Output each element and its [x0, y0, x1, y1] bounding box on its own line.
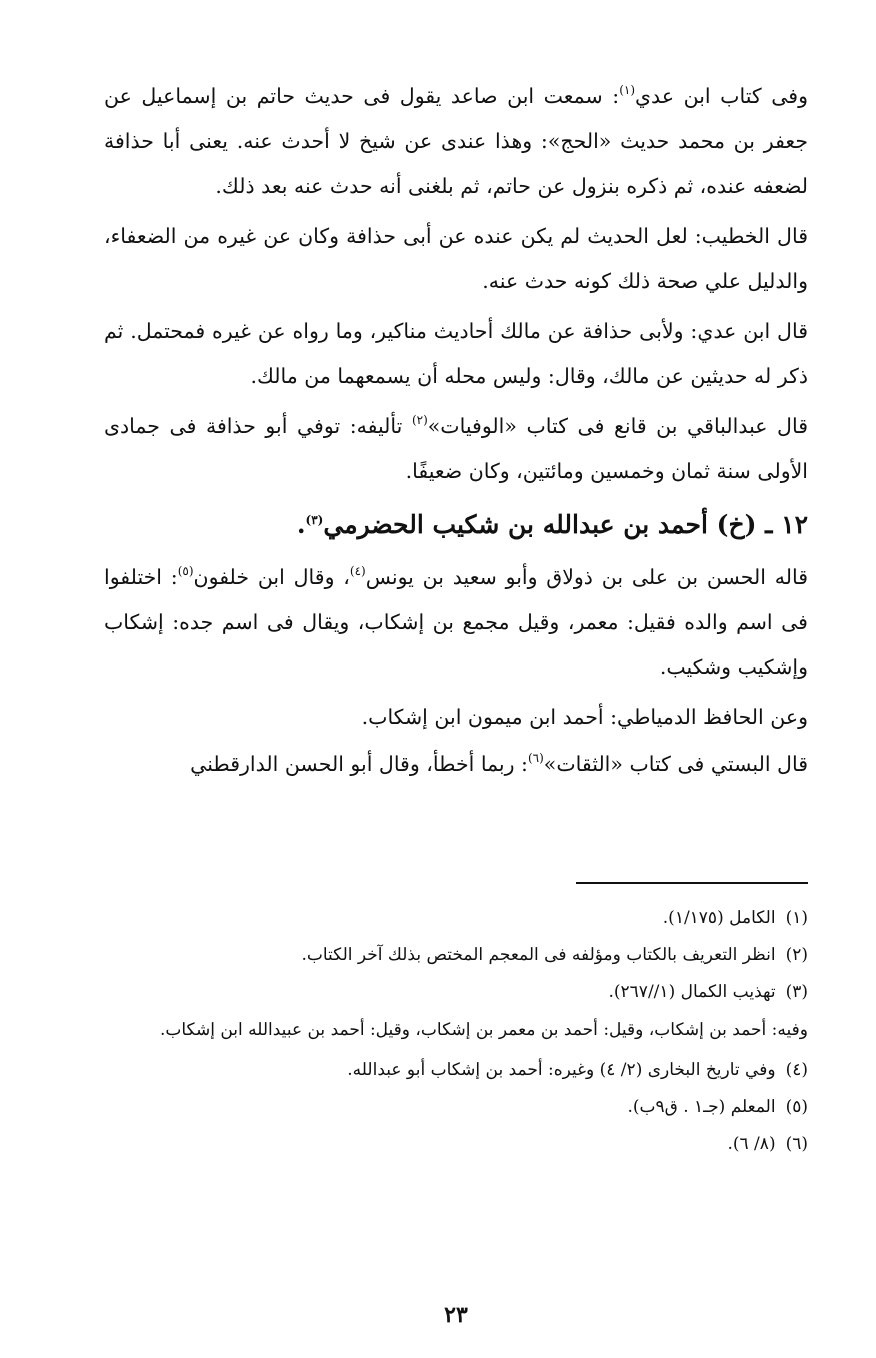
footnote-number: (٥)	[785, 1097, 808, 1117]
paragraph-text: تأليفه: توفي أبو حذافة فى جمادى الأولى سنة ثمان وخمسين ومائتين، وكان ضعيفًا.	[104, 414, 808, 483]
footnote-divider	[576, 882, 808, 884]
footnotes	[104, 900, 808, 1163]
paragraph-dimyati	[104, 695, 808, 740]
footnote-text: (٨/ ٦).	[727, 1134, 776, 1154]
paragraph-text: : اختلفوا فى اسم والده فقيل: معمر، وقيل مجمع بن إشكاب، ويقال فى اسم جده: إشكاب وإشكيب وشكيب.	[104, 565, 808, 679]
paragraph-abdulbaqi	[104, 404, 808, 494]
entry-heading	[104, 499, 808, 551]
paragraph-text: : سمعت ابن صاعد يقول فى حديث حاتم بن إسماعيل عن جعفر بن محمد حديث «الحج»: وهذا عندى عن شيخ لا أحدث عنه. يعنى أبا حذافة لضعفه عنده، ثم ذكره بنزول عن حاتم، ثم بلغنى أنه حدث عنه بعد ذلك.	[104, 84, 808, 198]
paragraph-text: قال عبدالباقي بن قانع فى كتاب «الوفيات»	[427, 414, 808, 438]
footnote-text: انظر التعريف بالكتاب ومؤلفه فى المعجم المختص بذلك آخر الكتاب.	[301, 945, 776, 965]
footnote-ref[interactable]: (٣)	[305, 513, 324, 527]
paragraph-text: ، وقال ابن خلفون	[193, 565, 350, 589]
paragraph-text: قال الخطيب: لعل الحديث لم يكن عنده عن أبى حذافة وكان عن غيره من الضعفاء، والدليل علي صحة ذلك كونه حدث عنه.	[104, 224, 808, 293]
footnote-number: (٢)	[785, 945, 808, 965]
footnote-5	[104, 1089, 808, 1125]
footnote-number: (٣)	[785, 982, 808, 1002]
footnote-3	[104, 974, 808, 1010]
paragraph-text: وفى كتاب ابن عدي	[635, 84, 808, 108]
footnote-ref[interactable]: (١)	[619, 83, 636, 97]
footnote-text: وفي تاريخ البخارى (٢/ ٤) وغيره: أحمد بن إشكاب أبو عبدالله.	[347, 1060, 776, 1080]
footnote-ref[interactable]: (٥)	[177, 564, 194, 578]
paragraph-text: قال ابن عدي: ولأبى حذافة عن مالك أحاديث مناكير، وما رواه عن غيره فمحتمل. ثم ذكر له حديثين عن مالك، وقال: وليس محله أن يسمعهما من مالك.	[104, 319, 808, 388]
footnote-ref[interactable]: (٢)	[411, 413, 428, 427]
footnote-number: (٦)	[785, 1134, 808, 1154]
footnote-text: وفيه: أحمد بن إشكاب، وقيل: أحمد بن معمر بن إشكاب، وقيل: أحمد بن عبيدالله ابن إشكاب.	[159, 1020, 808, 1040]
paragraph-text: قاله الحسن بن على بن ذولاق وأبو سعيد بن يونس	[365, 565, 809, 589]
footnote-ref[interactable]: (٤)	[349, 564, 366, 578]
heading-punct: .	[296, 510, 306, 539]
paragraph-text: وعن الحافظ الدمياطي: أحمد ابن ميمون ابن إشكاب.	[361, 705, 808, 729]
page-number: ٢٣	[444, 1302, 468, 1328]
footnote-number: (٤)	[785, 1060, 808, 1080]
paragraph-busti	[104, 742, 808, 787]
paragraph-ibn-adi-malik	[104, 309, 808, 399]
footnote-text: المعلم (جـ١ . ق٩ب).	[627, 1097, 776, 1117]
footnote-number: (١)	[785, 908, 808, 928]
paragraph-khatib	[104, 214, 808, 304]
footnote-text: تهذيب الكمال (١//٢٦٧).	[608, 982, 776, 1002]
footnote-ref[interactable]: (٦)	[527, 751, 544, 765]
paragraph-text: : ربما أخطأ، وقال أبو الحسن الدارقطني	[190, 752, 528, 776]
paragraph-ibn-adi-hatim	[104, 74, 808, 209]
footnote-2	[104, 937, 808, 973]
footnote-4	[104, 1052, 808, 1088]
footnote-text: الكامل (١/١٧٥).	[662, 908, 776, 928]
footnote-1	[104, 900, 808, 936]
footnote-6	[104, 1126, 808, 1162]
footnote-3-continued	[104, 1011, 808, 1049]
heading-text: ١٢ ـ (خ) أحمد بن عبدالله بن شكيب الحضرمي	[323, 510, 808, 539]
book-page	[104, 74, 808, 1344]
paragraph-text: قال البستي فى كتاب «الثقات»	[543, 752, 808, 776]
paragraph-ibn-zulaq	[104, 555, 808, 690]
